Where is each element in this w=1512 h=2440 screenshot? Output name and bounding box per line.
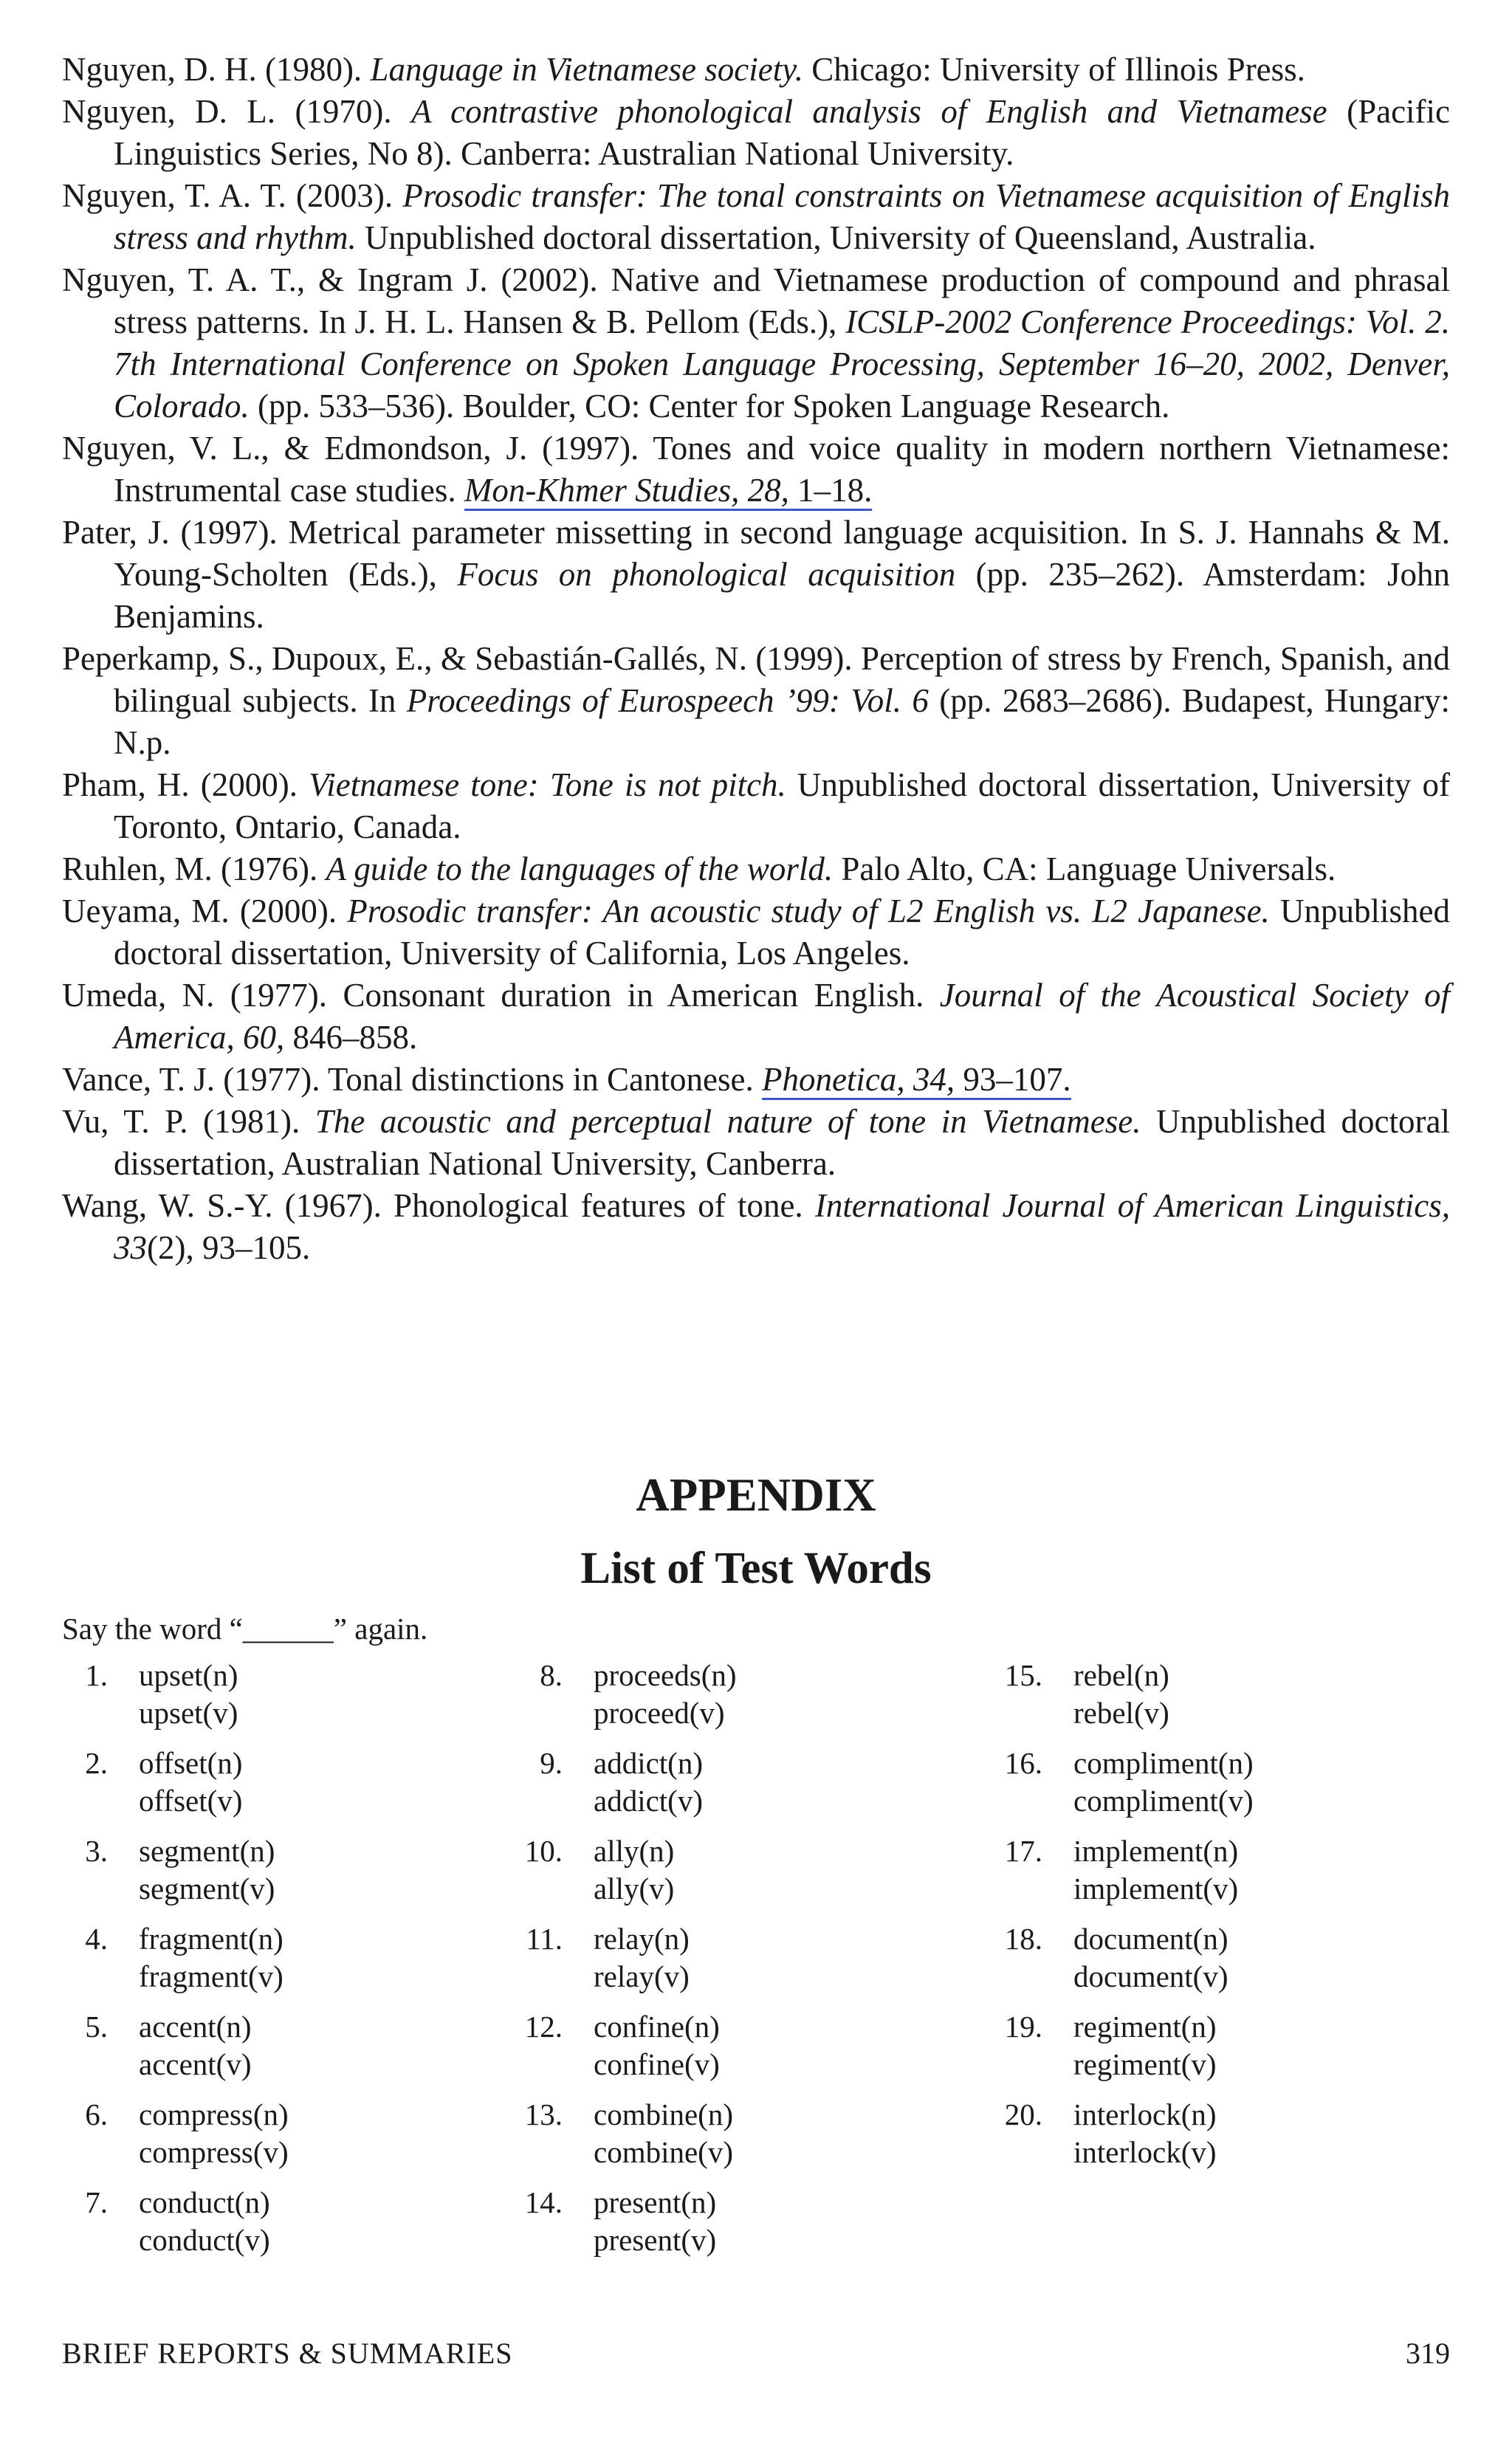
test-word-number: 5. xyxy=(85,2010,108,2044)
test-word-forms xyxy=(1073,2096,1217,2171)
test-word-number: 9. xyxy=(540,1746,563,1780)
reference-entry: Vu, T. P. (1981). The acoustic and perceptual nature of tone in Vietnamese. Unpublished doctoral dissertation, Australian National University, Canberra. xyxy=(62,1103,1450,1182)
test-word-forms xyxy=(139,1920,284,1996)
appendix-subtitle: List of Test Words xyxy=(580,1544,932,1593)
test-word-noun: combine(n) xyxy=(594,2097,733,2131)
reference-list xyxy=(62,49,1450,1269)
test-word-forms xyxy=(139,2096,289,2171)
test-word-number: 14. xyxy=(524,2185,563,2219)
reference-entry: Pater, J. (1997). Metrical parameter missetting in second language acquisition. In S. J. Hannahs & M. Young-Scholten (Eds.), Focus on phonological acquisition (pp. 235–262). Amsterdam: John Benjamins. xyxy=(62,514,1451,635)
reference-entry: Nguyen, V. L., & Edmondson, J. (1997). Tones and voice quality in modern northern Vietnamese: Instrumental case studies. Mon-Khmer Studies, 28, 1–18. xyxy=(62,427,1450,512)
reference-entry: Ueyama, M. (2000). Prosodic transfer: An acoustic study of L2 English vs. L2 Japanese. Unpublished doctoral dissertation, University of California, Los Angeles. xyxy=(62,893,1450,972)
test-word-forms xyxy=(139,2008,252,2083)
test-word-forms xyxy=(594,1920,690,1996)
test-word-noun: proceeds(n) xyxy=(594,1658,737,1692)
test-word-forms xyxy=(139,1657,238,1732)
test-word-number: 19. xyxy=(1004,2010,1042,2044)
test-word-noun: implement(n) xyxy=(1073,1834,1239,1868)
test-word-forms xyxy=(594,1657,737,1732)
test-word-noun: relay(n) xyxy=(594,1922,690,1956)
reference-entry: Wang, W. S.-Y. (1967). Phonological features of tone. International Journal of American Linguistics, 33(2), 93–105. xyxy=(62,1187,1450,1266)
reference-entry: Peperkamp, S., Dupoux, E., & Sebastián-Gallés, N. (1999). Perception of stress by French, Spanish, and bilingual subjects. In Proceedings of Eurospeech ’99: Vol. 6 (pp. 2683–2686). Budapest, Hungary: N.p. xyxy=(62,640,1450,761)
test-word-number: 8. xyxy=(540,1658,563,1692)
test-word-forms xyxy=(594,1745,703,1820)
reference-entry: Nguyen, D. L. (1970). A contrastive phonological analysis of English and Vietnamese (Pacific Linguistics Series, No 8). Canberra: Australian National University. xyxy=(62,93,1451,172)
test-word-number: 20. xyxy=(1004,2097,1042,2131)
test-word-number: 3. xyxy=(85,1834,108,1868)
test-word-number: 10. xyxy=(524,1834,563,1868)
test-word-number: 18. xyxy=(1004,1922,1042,1956)
test-word-verb: offset(v) xyxy=(139,1784,243,1818)
test-word-verb: relay(v) xyxy=(594,1959,690,1993)
test-word-forms xyxy=(139,1745,242,1820)
test-word-forms xyxy=(1073,1832,1238,1908)
test-word-number: 2. xyxy=(85,1746,108,1780)
reference-entry: Nguyen, D. H. (1980). Language in Vietnamese society. Chicago: University of Illinois Press. xyxy=(62,51,1305,88)
test-word-noun: ally(n) xyxy=(594,1834,675,1868)
appendix-title: APPENDIX xyxy=(636,1469,876,1521)
test-word-verb: compliment(v) xyxy=(1073,1784,1254,1818)
underline-annotation: Phonetica, 34, 93–107. xyxy=(762,1061,1071,1100)
test-word-noun: compliment(n) xyxy=(1073,1746,1254,1780)
test-word-noun: document(n) xyxy=(1073,1922,1228,1956)
test-word-number: 15. xyxy=(1004,1658,1042,1692)
test-word-verb: segment(v) xyxy=(139,1872,275,1905)
test-word-noun: upset(n) xyxy=(139,1658,238,1692)
reference-entry: Nguyen, T. A. T., & Ingram J. (2002). Native and Vietnamese production of compound and phrasal stress patterns. In J. H. L. Hansen & B. Pellom (Eds.), ICSLP-2002 Conference Proceedings: Vol. 2. 7th International Conference on Spoken Language Processing, September 16–20, 2002, Denver, Colorado. (pp. 533–536). Boulder, CO: Center for Spoken Language Research. xyxy=(62,261,1450,425)
test-word-noun: present(n) xyxy=(594,2185,717,2219)
test-word-verb: conduct(v) xyxy=(139,2223,270,2257)
test-word-forms xyxy=(594,2008,720,2083)
test-word-number: 13. xyxy=(524,2097,563,2131)
test-word-noun: regiment(n) xyxy=(1073,2010,1217,2044)
test-word-number: 12. xyxy=(524,2010,563,2044)
reference-entry: Vance, T. J. (1977). Tonal distinctions in Cantonese. Phonetica, 34, 93–107. xyxy=(62,1059,1450,1101)
test-word-forms xyxy=(594,2096,733,2171)
test-word-noun: segment(n) xyxy=(139,1834,275,1868)
reference-entry: Ruhlen, M. (1976). A guide to the languages of the world. Palo Alto, CA: Language Universals. xyxy=(62,850,1336,887)
page-number: 319 xyxy=(1406,2337,1450,2370)
test-word-forms xyxy=(139,2184,270,2259)
test-word-number: 11. xyxy=(526,1922,563,1956)
test-word-noun: interlock(n) xyxy=(1073,2097,1217,2131)
test-word-verb: implement(v) xyxy=(1073,1872,1239,1905)
test-word-forms xyxy=(594,1832,674,1908)
test-word-number: 16. xyxy=(1004,1746,1042,1780)
test-word-noun: conduct(n) xyxy=(139,2185,270,2219)
test-word-verb: regiment(v) xyxy=(1073,2047,1217,2081)
test-word-noun: fragment(n) xyxy=(139,1922,284,1956)
test-word-noun: accent(n) xyxy=(139,2010,252,2044)
test-word-noun: addict(n) xyxy=(594,1746,703,1780)
test-word-verb: rebel(v) xyxy=(1073,1696,1169,1730)
test-word-forms xyxy=(1073,1657,1169,1732)
test-word-verb: addict(v) xyxy=(594,1784,703,1818)
test-word-forms xyxy=(139,1832,275,1908)
reference-entry: Umeda, N. (1977). Consonant duration in American English. Journal of the Acoustical Society of America, 60, 846–858. xyxy=(62,977,1450,1056)
test-word-verb: fragment(v) xyxy=(139,1959,284,1993)
test-word-noun: compress(n) xyxy=(139,2097,289,2131)
test-word-verb: document(v) xyxy=(1073,1959,1228,1993)
appendix-instruction: Say the word “______” again. xyxy=(62,1612,428,1646)
test-word-forms xyxy=(594,2184,716,2259)
test-word-verb: compress(v) xyxy=(139,2135,289,2169)
test-word-number: 6. xyxy=(85,2097,108,2131)
reference-entry: Pham, H. (2000). Vietnamese tone: Tone is not pitch. Unpublished doctoral dissertation, University of Toronto, Ontario, Canada. xyxy=(62,766,1450,845)
test-word-verb: confine(v) xyxy=(594,2047,720,2081)
underline-annotation: Mon-Khmer Studies, 28, 1–18. xyxy=(464,472,872,511)
test-word-verb: present(v) xyxy=(594,2223,717,2257)
test-word-forms xyxy=(1073,1745,1254,1820)
test-word-number: 1. xyxy=(85,1658,108,1692)
test-word-verb: combine(v) xyxy=(594,2135,733,2169)
test-word-noun: offset(n) xyxy=(139,1746,243,1780)
test-word-number: 7. xyxy=(85,2185,108,2219)
test-word-verb: interlock(v) xyxy=(1073,2135,1217,2169)
test-word-number: 4. xyxy=(85,1922,108,1956)
test-word-number: 17. xyxy=(1004,1834,1042,1868)
test-word-noun: rebel(n) xyxy=(1073,1658,1169,1692)
test-word-forms xyxy=(1073,1920,1228,1996)
test-word-verb: upset(v) xyxy=(139,1696,238,1730)
test-word-verb: proceed(v) xyxy=(594,1696,725,1730)
test-word-verb: accent(v) xyxy=(139,2047,252,2081)
test-word-noun: confine(n) xyxy=(594,2010,720,2044)
running-footer: BRIEF REPORTS & SUMMARIES xyxy=(62,2337,513,2370)
test-word-verb: ally(v) xyxy=(594,1872,675,1905)
reference-entry: Nguyen, T. A. T. (2003). Prosodic transfer: The tonal constraints on Vietnamese acquisition of English stress and rhythm. Unpublished doctoral dissertation, University of Queensland, Australia. xyxy=(62,177,1450,256)
test-word-forms xyxy=(1073,2008,1217,2083)
